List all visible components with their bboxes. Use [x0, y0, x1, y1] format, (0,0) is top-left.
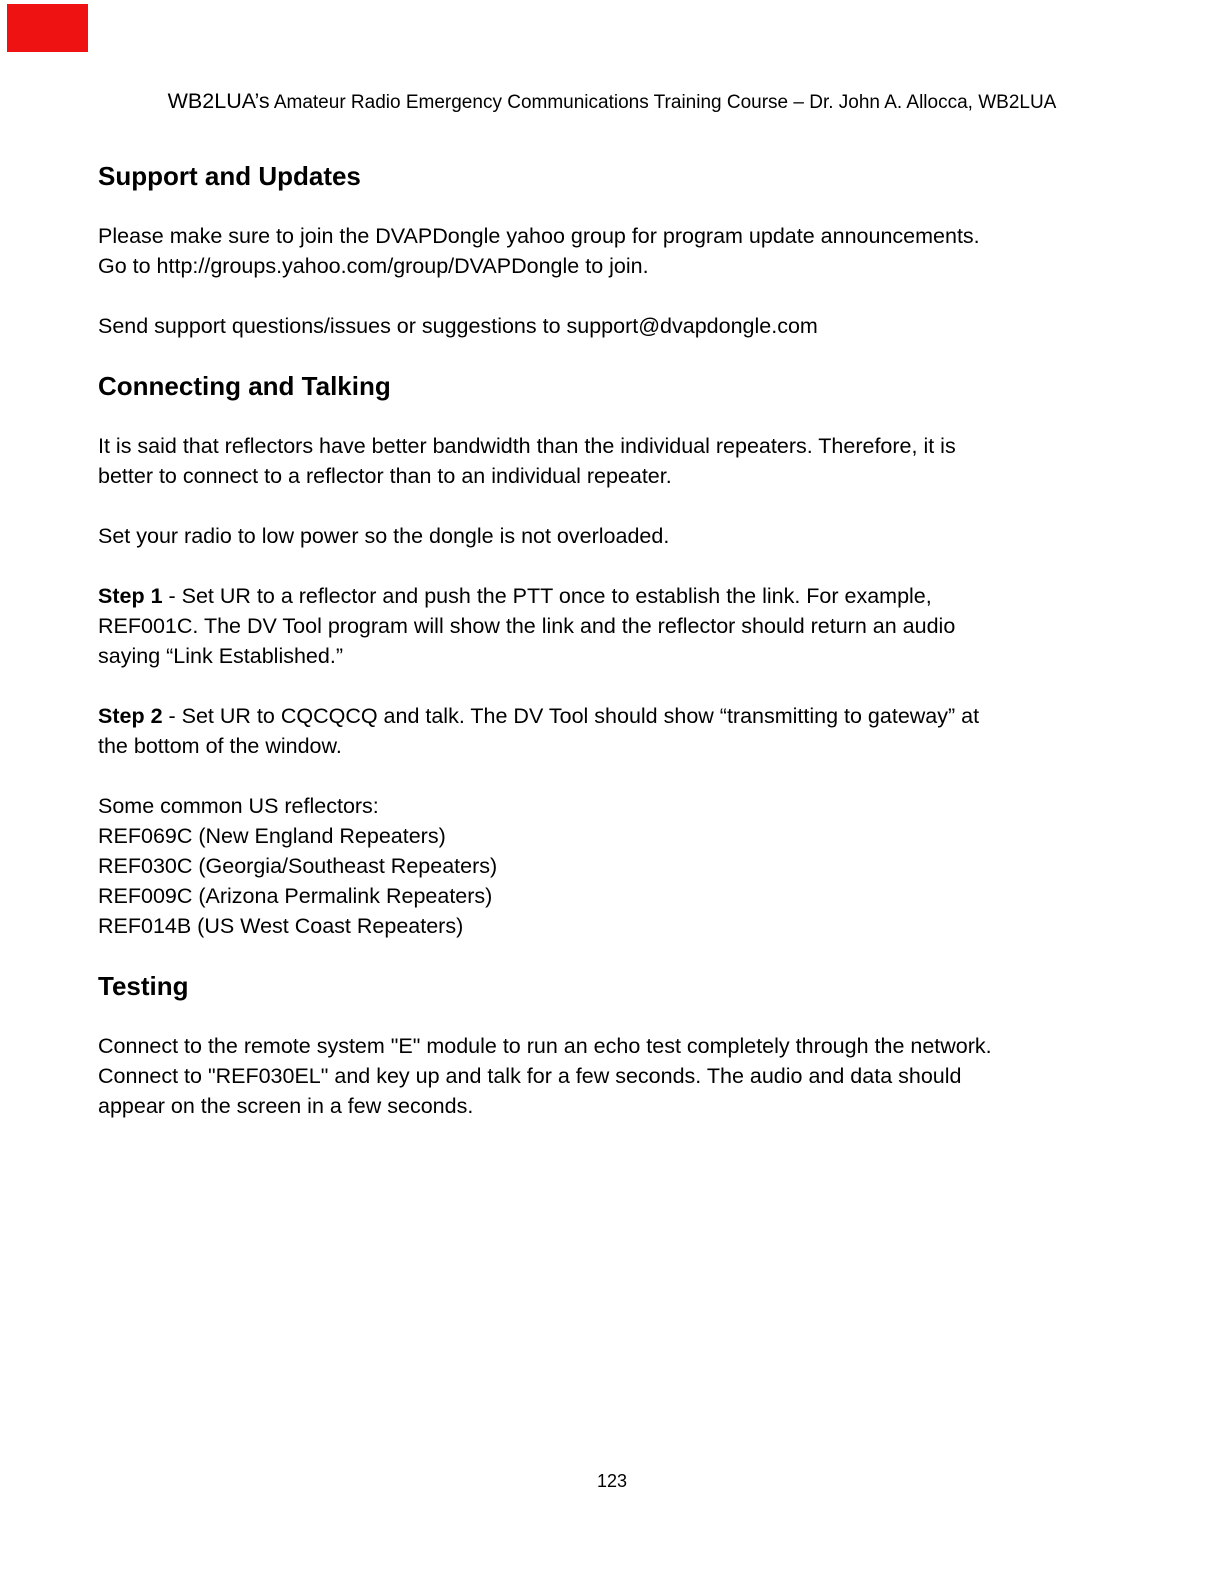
paragraph: [98, 221, 1144, 281]
red-marker: [7, 4, 88, 52]
section-heading-connecting: Connecting and Talking: [98, 371, 391, 401]
reflector-item: REF069C (New England Repeaters): [98, 824, 446, 848]
text-line: It is said that reflectors have better bandwidth than the individual repeaters. Therefore, it is: [98, 434, 956, 458]
text-line: [98, 701, 1144, 731]
text-line: the bottom of the window.: [98, 734, 342, 758]
paragraph-step-1: [98, 581, 1144, 671]
text-line: REF001C. The DV Tool program will show the link and the reflector should return an audio: [98, 614, 956, 638]
text-line: [98, 581, 1144, 611]
reflector-item: REF014B (US West Coast Repeaters): [98, 914, 464, 938]
reflector-item: REF030C (Georgia/Southeast Repeaters): [98, 854, 498, 878]
page-header: [0, 0, 1224, 114]
text-line: Set your radio to low power so the dongle is not overloaded.: [98, 524, 670, 548]
paragraph: [98, 311, 1144, 341]
text-line: appear on the screen in a few seconds.: [98, 1094, 474, 1118]
paragraph: [98, 431, 1144, 491]
text-line: Some common US reflectors:: [98, 794, 379, 818]
header-callsign: WB2LUA’s: [167, 89, 270, 113]
text-line: better to connect to a reflector than to an individual repeater.: [98, 464, 672, 488]
paragraph: [98, 1031, 1144, 1121]
text-line: saying “Link Established.”: [98, 644, 343, 668]
step-2-label: Step 2: [98, 704, 163, 728]
step-2-text: - Set UR to CQCQCQ and talk. The DV Tool should show “transmitting to gateway” at: [162, 704, 980, 728]
header-title: Amateur Radio Emergency Communications Training Course – Dr. John A. Allocca, WB2LUA: [269, 92, 1057, 113]
paragraph-reflector-list: [98, 791, 1144, 941]
paragraph: [98, 521, 1144, 551]
text-line: Connect to the remote system "E" module to run an echo test completely through the network.: [98, 1034, 992, 1058]
text-line: Connect to "REF030EL" and key up and talk for a few seconds. The audio and data should: [98, 1064, 962, 1088]
page-number: 123: [596, 1471, 628, 1491]
step-1-text: - Set UR to a reflector and push the PTT once to establish the link. For example,: [162, 584, 932, 608]
text-line: Go to http://groups.yahoo.com/group/DVAPDongle to join.: [98, 254, 649, 278]
section-heading-support: Support and Updates: [98, 161, 361, 191]
step-1-label: Step 1: [98, 584, 163, 608]
text-line: Send support questions/issues or suggestions to support@dvapdongle.com: [98, 314, 818, 338]
paragraph-step-2: [98, 701, 1144, 761]
text-line: Please make sure to join the DVAPDongle yahoo group for program update announcements.: [98, 224, 980, 248]
reflector-item: REF009C (Arizona Permalink Repeaters): [98, 884, 493, 908]
document-body: [98, 161, 1144, 1121]
section-heading-testing: Testing: [98, 971, 189, 1001]
